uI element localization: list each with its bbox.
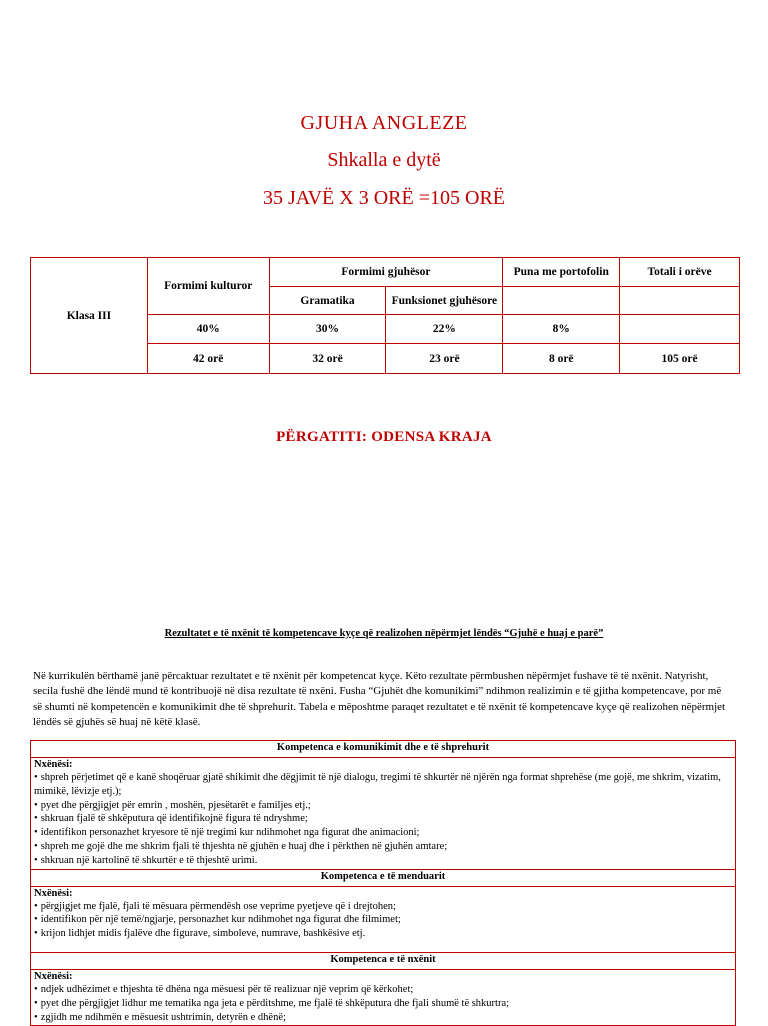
bullet-icon: • [34,772,38,783]
outcome-list [34,900,732,941]
list-item [34,854,732,868]
outcome-text: ndjek udhëzimet e thjeshta të dhëna nga mësuesi për të realizuar një veprim që kërkohet; [40,983,414,995]
class-label: Klasa III [31,258,148,374]
empty-cell [620,287,740,315]
header-total: Totali i orëve [620,258,740,287]
list-item [34,799,732,813]
schedule-table [30,257,740,374]
bullet-icon: • [34,840,38,852]
outcome-text: identifikon personazhet kryesore të një tregimi kur ndihmohet nga figurat dhe animacioni; [40,827,420,839]
bullet-icon: • [34,813,38,825]
hours-part: =105 [413,187,466,209]
subheader-functions: Funksionet gjuhësore [386,287,503,315]
bullet-icon: • [34,914,38,926]
header-portfolio: Puna me portofolin [503,258,620,287]
percent-cell: 8% [503,315,620,344]
pupil-label: Nxënësi: [34,970,73,982]
subheader-grammar: Gramatika [269,287,386,315]
outcome-text: krijon lidhjet midis fjalëve dhe figurave, simboleve, numrave, bashkësive etj. [40,928,366,940]
outcome-text: përgjigjet me fjalë, fjali të mësuara përmendësh ose veprime pyetjeve që i drejtohen; [40,900,396,912]
bullet-icon: • [34,900,38,912]
pupil-label: Nxënësi: [34,887,73,899]
outcome-text: identifikon për një temë/ngjarje, personazhet kur ndihmohet nga figurat dhe filmimet; [40,914,401,926]
outcome-text: shpreh me gojë dhe me shkrim fjali të thjeshta në gjuhën e huaj dhe i përkthen në gjuhën amtare; [40,840,448,852]
bullet-icon: • [34,997,38,1009]
list-item [34,1011,732,1025]
hours-cell: 42 orë [147,344,269,374]
competence-body [31,886,736,952]
competence-title: Kompetenca e të menduarit [31,869,736,886]
header-linguistic: Formimi gjuhësor [269,258,503,287]
percent-cell: 40% [147,315,269,344]
hours-part: ORË [373,187,414,209]
competence-title: Kompetenca e komunikimit dhe e të shprehurit [31,741,736,758]
bullet-icon: • [34,799,38,811]
hours-part: JAVË X [287,187,354,209]
document-title: GJUHA ANGLEZE [300,112,468,134]
list-item [34,812,732,826]
hours-part: ORË [465,187,506,209]
hours-part: 35 [262,187,288,209]
list-item [34,927,732,941]
hours-summary [0,187,768,210]
competence-body [31,969,736,1025]
hours-cell: 23 orë [386,344,503,374]
document-subtitle: Shkalla e dytë [327,149,441,171]
bullet-icon: • [34,827,38,839]
list-item [34,983,732,997]
competences-table [30,740,736,1026]
bullet-icon: • [34,983,38,995]
intro-paragraph: Në kurrikulën bërthamë janë përcaktuar rezultatet e të nxënit për kompetencat kyçe. Këto rezultate përmbushen nëpërmjet fushave të të nxënit. Natyrisht, secila fushë dhe lëndë mund të kontribuojë në disa rezultate të nxëni. Fusha “Gjuhët dhe komunikimi” ndihmon realizimin e të gjitha kompetencave, por më së shumti në kompetencën e komunikimit dhe të shprehurit. Tabela e mëposhtme paraqet rezultatet e të nxënit të kompetencave kyçe që realizohen nëpërmjet lëndës së gjuhës së huaj në këtë klasë. [33,670,726,728]
outcome-list [34,983,732,1024]
competence-body [31,758,736,870]
list-item [34,900,732,914]
hours-part: 3 [353,187,374,209]
pupil-label: Nxënësi: [34,759,73,770]
hours-cell: 105 orë [620,344,740,374]
hours-cell: 32 orë [269,344,386,374]
bullet-icon: • [34,928,38,940]
list-item [34,913,732,927]
prepared-by: PËRGATITI: ODENSA KRAJA [276,429,492,445]
outcome-list [34,771,732,868]
outcome-text: zgjidh me ndihmën e mësuesit ushtrimin, detyrën e dhënë; [40,1011,286,1023]
outcome-text: shpreh përjetimet që e kanë shoqëruar gjatë shikimit dhe dëgjimit të një dialogu, tregimi të shkurtër në njërën nga format shprehëse (me gojë, me shkrim, vizatim, mimikë, lëvizje etj.); [34,772,721,797]
section-heading: Rezultatet e të nxënit të kompetencave kyçe që realizohen nëpërmjet lëndës “Gjuhë e huaj e parë” [164,628,604,639]
competence-title: Kompetenca e të nxënit [31,952,736,969]
bullet-icon: • [34,1011,38,1023]
empty-cell [503,287,620,315]
percent-cell: 22% [386,315,503,344]
header-cultural: Formimi kulturor [147,258,269,315]
outcome-text: shkruan një kartolinë të shkurtër e të thjeshtë urimi. [40,854,258,866]
bullet-icon: • [34,854,38,866]
list-item [34,826,732,840]
list-item [34,997,732,1011]
percent-cell [620,315,740,344]
spacer [34,941,732,951]
outcome-text: pyet dhe përgjigjet për emrin , moshën, pjesëtarët e familjes etj.; [40,799,311,811]
list-item [34,840,732,854]
outcome-text: pyet dhe përgjigjet lidhur me tematika nga jeta e përditshme, me fjalë të shkëputura dhe fjali shumë të shkurtra; [40,997,510,1009]
outcome-text: shkruan fjalë të shkëputura që identifikojnë figura të ndryshme; [40,813,308,825]
percent-cell: 30% [269,315,386,344]
list-item [34,771,732,799]
hours-cell: 8 orë [503,344,620,374]
